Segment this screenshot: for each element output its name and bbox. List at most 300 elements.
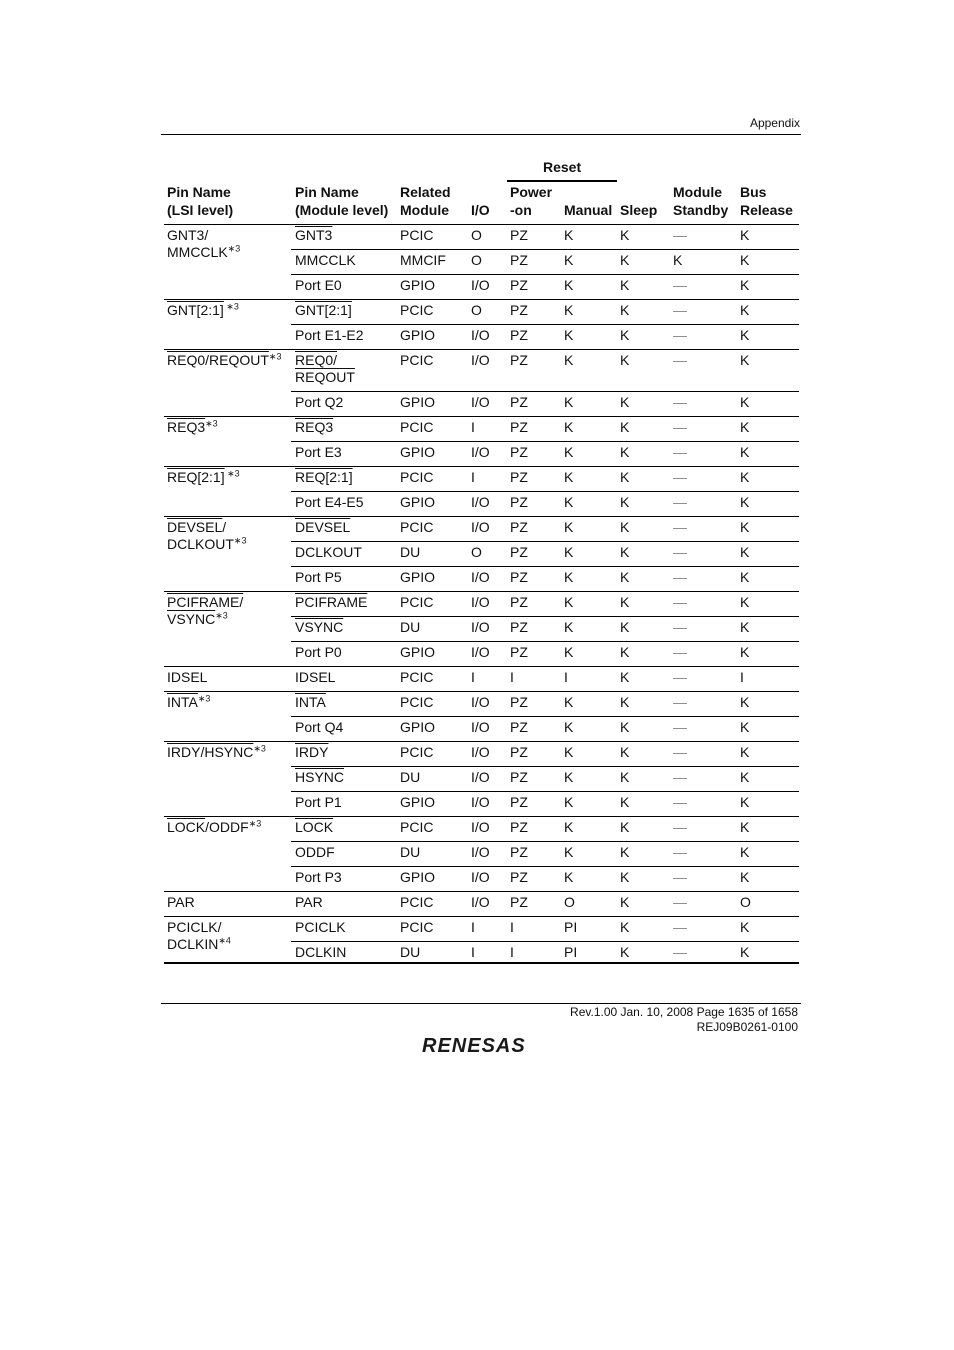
module-pin-name-line: [295, 394, 343, 411]
cell-power-on: PZ: [510, 844, 528, 860]
cell-sleep: K: [620, 819, 630, 835]
cell-io: I/O: [471, 277, 490, 293]
cell-module-standby: —: [673, 844, 687, 860]
cell-module-pin-name: [295, 694, 326, 711]
cell-related-module: DU: [400, 944, 421, 960]
cell-power-on: PZ: [510, 819, 528, 835]
cell-sleep: K: [620, 669, 630, 685]
cell-io: I/O: [471, 819, 490, 835]
cell-power-on: PZ: [510, 444, 528, 460]
cell-module-pin-name: [295, 594, 367, 611]
group-divider: [164, 299, 799, 300]
module-pin-name-line: [295, 352, 355, 369]
module-pin-name-line: [295, 519, 350, 536]
cell-related-module: PCIC: [400, 302, 434, 318]
cell-io: I/O: [471, 719, 490, 735]
cell-module-pin-name: [295, 794, 342, 811]
cell-module-standby: K: [673, 252, 683, 268]
module-pin-name-line: [295, 869, 342, 886]
cell-io: I/O: [471, 894, 490, 910]
pin-name-text: DCLKIN: [167, 936, 219, 952]
cell-module-standby: —: [673, 469, 687, 485]
cell-module-pin-name: [295, 944, 346, 961]
cell-bus-release: K: [740, 869, 750, 885]
cell-power-on: PZ: [510, 594, 528, 610]
cell-related-module: GPIO: [400, 277, 436, 293]
lsi-pin-name: [167, 894, 195, 911]
cell-bus-release: O: [740, 894, 751, 910]
module-pin-name-line: [295, 569, 342, 586]
cell-related-module: PCIC: [400, 669, 434, 685]
module-pin-name-line: [295, 469, 353, 486]
module-pin-name-line: [295, 494, 363, 511]
cell-io: I/O: [471, 394, 490, 410]
cell-module-standby: —: [673, 719, 687, 735]
lsi-pin-name-line: [167, 936, 231, 953]
cell-manual: K: [564, 327, 574, 343]
cell-module-standby: —: [673, 394, 687, 410]
cell-power-on: PZ: [510, 277, 528, 293]
cell-bus-release: K: [740, 394, 750, 410]
cell-io: I/O: [471, 844, 490, 860]
cell-module-pin-name: [295, 327, 363, 344]
cell-module-pin-name: [295, 619, 343, 636]
pin-name-text: PCICLK/: [167, 919, 222, 935]
cell-bus-release: K: [740, 494, 750, 510]
cell-module-standby: —: [673, 944, 687, 960]
cell-related-module: PCIC: [400, 519, 434, 535]
cell-manual: K: [564, 569, 574, 585]
cell-bus-release: K: [740, 944, 750, 960]
pin-name-text: MMCCLK: [167, 244, 228, 260]
cell-power-on: PZ: [510, 327, 528, 343]
lsi-pin-name-line: [167, 536, 246, 553]
cell-related-module: DU: [400, 844, 421, 860]
cell-bus-release: K: [740, 302, 750, 318]
cell-related-module: GPIO: [400, 569, 436, 585]
row-divider: [291, 766, 799, 767]
cell-io: I: [471, 919, 475, 935]
pin-name-text: Port Q2: [295, 394, 344, 410]
col-header-sleep: Sleep: [620, 202, 658, 218]
cell-io: I: [471, 669, 475, 685]
cell-power-on: I: [510, 669, 514, 685]
cell-related-module: MMCIF: [400, 252, 446, 268]
cell-module-standby: —: [673, 669, 687, 685]
footnote-reference: ∗3: [223, 301, 239, 312]
pin-name-text: PCICLK: [295, 919, 346, 935]
reset-group-rule: [507, 180, 617, 182]
group-divider: [164, 591, 799, 592]
cell-related-module: GPIO: [400, 644, 436, 660]
cell-module-pin-name: [295, 669, 335, 686]
cell-sleep: K: [620, 544, 630, 560]
module-pin-name-line: [295, 594, 367, 611]
cell-sleep: K: [620, 419, 630, 435]
cell-power-on: PZ: [510, 394, 528, 410]
cell-power-on: PZ: [510, 694, 528, 710]
pin-name-text: REQ[2:1]: [167, 469, 225, 485]
cell-manual: K: [564, 594, 574, 610]
pin-name-text: PCIFRAME/: [167, 594, 244, 610]
cell-sleep: K: [620, 469, 630, 485]
cell-bus-release: K: [740, 569, 750, 585]
module-pin-name-line: [295, 227, 332, 244]
cell-related-module: PCIC: [400, 919, 434, 935]
cell-io: I/O: [471, 444, 490, 460]
group-divider: [164, 666, 799, 667]
cell-module-standby: —: [673, 494, 687, 510]
cell-module-pin-name: [295, 444, 342, 461]
cell-bus-release: K: [740, 719, 750, 735]
cell-power-on: I: [510, 944, 514, 960]
footer-rule: [161, 1003, 801, 1004]
pin-name-text: LOCK: [295, 819, 334, 835]
footer-document-number: REJ09B0261-0100: [696, 1020, 798, 1034]
cell-power-on: I: [510, 919, 514, 935]
cell-sleep: K: [620, 894, 630, 910]
cell-module-standby: —: [673, 569, 687, 585]
cell-bus-release: K: [740, 469, 750, 485]
pin-name-text: DEVSEL: [295, 519, 351, 535]
cell-io: O: [471, 227, 482, 243]
cell-related-module: PCIC: [400, 694, 434, 710]
cell-module-pin-name: [295, 419, 333, 436]
cell-module-standby: —: [673, 227, 687, 243]
cell-bus-release: K: [740, 227, 750, 243]
col-header-power-on: [510, 183, 552, 219]
pin-name-text: ODDF: [295, 844, 335, 860]
pin-name-text: DEVSEL: [167, 519, 223, 535]
pin-name-text: Port P3: [295, 869, 342, 885]
cell-manual: K: [564, 819, 574, 835]
cell-power-on: PZ: [510, 519, 528, 535]
cell-related-module: DU: [400, 544, 421, 560]
cell-bus-release: K: [740, 252, 750, 268]
lsi-pin-name: [167, 302, 239, 319]
group-divider: [164, 741, 799, 742]
pin-name-text: Port E4-E5: [295, 494, 364, 510]
module-pin-name-line: [295, 744, 328, 761]
cell-power-on: PZ: [510, 894, 528, 910]
cell-related-module: GPIO: [400, 494, 436, 510]
cell-power-on: PZ: [510, 494, 528, 510]
cell-sleep: K: [620, 327, 630, 343]
pin-name-text: /ODDF: [205, 819, 249, 835]
cell-io: I/O: [471, 744, 490, 760]
group-divider: [164, 416, 799, 417]
col-header-manual: Manual: [564, 202, 613, 218]
cell-sleep: K: [620, 394, 630, 410]
cell-manual: K: [564, 769, 574, 785]
row-divider: [291, 541, 799, 542]
cell-module-standby: —: [673, 694, 687, 710]
col-header-related-module: [400, 183, 451, 219]
row-divider: [291, 866, 799, 867]
cell-sleep: K: [620, 844, 630, 860]
pin-name-text: DCLKOUT: [167, 536, 234, 552]
cell-sleep: K: [620, 744, 630, 760]
cell-manual: K: [564, 794, 574, 810]
cell-manual: K: [564, 419, 574, 435]
cell-bus-release: K: [740, 819, 750, 835]
cell-module-standby: —: [673, 444, 687, 460]
module-pin-name-line: [295, 944, 346, 961]
lsi-pin-name: [167, 519, 246, 553]
cell-power-on: PZ: [510, 869, 528, 885]
pin-name-text: GNT3/: [167, 227, 209, 243]
cell-io: I/O: [471, 519, 490, 535]
cell-module-standby: —: [673, 919, 687, 935]
pin-name-text: Port Q4: [295, 719, 344, 735]
module-pin-name-line: [295, 894, 323, 911]
cell-io: I: [471, 944, 475, 960]
cell-sleep: K: [620, 494, 630, 510]
col-header-power-line2: -on: [510, 202, 532, 218]
pin-name-text: Port E1-E2: [295, 327, 364, 343]
row-divider: [291, 641, 799, 642]
module-pin-name-line: [295, 919, 346, 936]
cell-io: O: [471, 302, 482, 318]
cell-manual: K: [564, 227, 574, 243]
cell-module-pin-name: [295, 352, 355, 386]
cell-manual: K: [564, 694, 574, 710]
cell-sleep: K: [620, 694, 630, 710]
footnote-reference: ∗3: [215, 610, 228, 621]
footnote-reference: ∗3: [268, 351, 282, 362]
row-divider: [291, 249, 799, 250]
cell-io: O: [471, 544, 482, 560]
module-pin-name-line: [295, 719, 343, 736]
cell-related-module: GPIO: [400, 394, 436, 410]
group-divider: [164, 916, 799, 917]
cell-related-module: PCIC: [400, 894, 434, 910]
lsi-pin-name-line: [167, 244, 240, 261]
cell-power-on: PZ: [510, 744, 528, 760]
cell-power-on: PZ: [510, 227, 528, 243]
reset-group-header: Reset: [543, 159, 582, 175]
cell-module-pin-name: [295, 769, 344, 786]
cell-power-on: PZ: [510, 352, 528, 368]
col-header-lsi-pin-name: [167, 183, 233, 219]
cell-sleep: K: [620, 302, 630, 318]
cell-power-on: PZ: [510, 469, 528, 485]
lsi-pin-name-line: [167, 894, 195, 911]
pin-name-text: LOCK: [167, 819, 206, 835]
pin-name-text: REQ3: [295, 419, 334, 435]
module-pin-name-line: [295, 327, 363, 344]
cell-sleep: K: [620, 594, 630, 610]
cell-bus-release: K: [740, 594, 750, 610]
cell-bus-release: K: [740, 444, 750, 460]
lsi-pin-name-line: [167, 919, 231, 936]
cell-power-on: PZ: [510, 644, 528, 660]
module-pin-name-line: [295, 444, 342, 461]
module-pin-name-line: [295, 844, 335, 861]
col-header-power-line1: Power: [510, 184, 553, 200]
cell-module-pin-name: [295, 919, 346, 936]
cell-manual: K: [564, 252, 574, 268]
cell-bus-release: K: [740, 644, 750, 660]
cell-module-standby: —: [673, 744, 687, 760]
pin-name-text: MMCCLK: [295, 252, 356, 268]
cell-bus-release: K: [740, 769, 750, 785]
cell-bus-release: K: [740, 694, 750, 710]
cell-module-standby: —: [673, 544, 687, 560]
cell-manual: K: [564, 444, 574, 460]
cell-related-module: PCIC: [400, 352, 434, 368]
cell-module-standby: —: [673, 869, 687, 885]
cell-module-standby: —: [673, 302, 687, 318]
group-divider: [164, 891, 799, 892]
lsi-pin-name: [167, 819, 261, 836]
cell-io: I/O: [471, 794, 490, 810]
cell-related-module: DU: [400, 769, 421, 785]
cell-bus-release: K: [740, 519, 750, 535]
cell-module-pin-name: [295, 252, 356, 269]
cell-related-module: PCIC: [400, 419, 434, 435]
cell-related-module: PCIC: [400, 744, 434, 760]
group-divider: [164, 466, 799, 467]
cell-bus-release: K: [740, 419, 750, 435]
module-pin-name-line: [295, 544, 362, 561]
col-header-related-line1: Related: [400, 184, 451, 200]
lsi-pin-name-line: [167, 419, 218, 436]
cell-sleep: K: [620, 719, 630, 735]
page-header-section: Appendix: [749, 116, 800, 130]
cell-related-module: PCIC: [400, 819, 434, 835]
lsi-pin-name: [167, 469, 240, 486]
lsi-pin-name-line: [167, 744, 266, 761]
cell-module-pin-name: [295, 819, 333, 836]
cell-io: I/O: [471, 594, 490, 610]
module-pin-name-line: [295, 252, 356, 269]
pin-name-text: REQ0/: [295, 352, 338, 368]
cell-manual: K: [564, 869, 574, 885]
pin-name-text: PAR: [295, 894, 323, 910]
col-header-module-pin-name: [295, 183, 388, 219]
cell-bus-release: K: [740, 794, 750, 810]
group-divider: [164, 691, 799, 692]
module-pin-name-line: [295, 302, 352, 319]
cell-bus-release: K: [740, 919, 750, 935]
lsi-pin-name-line: [167, 594, 243, 611]
footnote-reference: ∗3: [197, 693, 211, 704]
pin-name-text: Port P1: [295, 794, 342, 810]
module-pin-name-line: [295, 369, 355, 386]
footnote-reference: ∗3: [224, 468, 240, 479]
cell-module-standby: —: [673, 594, 687, 610]
pin-name-text: IRDY: [295, 744, 329, 760]
lsi-pin-name: [167, 669, 207, 686]
cell-bus-release: K: [740, 327, 750, 343]
cell-module-pin-name: [295, 844, 335, 861]
cell-manual: K: [564, 469, 574, 485]
cell-manual: K: [564, 394, 574, 410]
cell-io: I/O: [471, 694, 490, 710]
cell-manual: K: [564, 844, 574, 860]
cell-sleep: K: [620, 794, 630, 810]
lsi-pin-name: [167, 694, 210, 711]
module-pin-name-line: [295, 794, 342, 811]
row-divider: [291, 441, 799, 442]
col-header-module-line2: (Module level): [295, 202, 389, 218]
module-pin-name-line: [295, 419, 333, 436]
footnote-reference: ∗3: [227, 243, 241, 254]
col-header-bus-release: [740, 183, 793, 219]
pin-name-text: PAR: [167, 894, 195, 910]
cell-bus-release: K: [740, 544, 750, 560]
footnote-reference: ∗3: [205, 418, 218, 429]
cell-sleep: K: [620, 352, 630, 368]
footnote-reference: ∗3: [248, 818, 262, 829]
pin-name-text: PCIFRAME: [295, 594, 368, 610]
pin-name-text: Port P5: [295, 569, 342, 585]
cell-power-on: PZ: [510, 794, 528, 810]
cell-manual: K: [564, 494, 574, 510]
cell-power-on: PZ: [510, 569, 528, 585]
cell-module-standby: —: [673, 277, 687, 293]
col-header-standby-line2: Standby: [673, 202, 729, 218]
lsi-pin-name: [167, 744, 266, 761]
cell-sleep: K: [620, 919, 630, 935]
svg-text:RENESAS: RENESAS: [422, 1035, 526, 1056]
pin-name-text: REQ0/REQOUT: [167, 352, 269, 368]
col-header-standby-line1: Module: [673, 184, 722, 200]
cell-power-on: PZ: [510, 302, 528, 318]
module-pin-name-line: [295, 769, 344, 786]
col-header-lsi-line2: (LSI level): [167, 202, 234, 218]
row-divider: [291, 391, 799, 392]
cell-related-module: PCIC: [400, 469, 434, 485]
cell-manual: I: [564, 669, 568, 685]
lsi-pin-name-line: [167, 352, 281, 369]
cell-related-module: GPIO: [400, 719, 436, 735]
cell-bus-release: K: [740, 844, 750, 860]
cell-io: I/O: [471, 569, 490, 585]
cell-module-pin-name: [295, 569, 342, 586]
cell-module-pin-name: [295, 469, 353, 486]
cell-sleep: K: [620, 277, 630, 293]
cell-io: O: [471, 252, 482, 268]
cell-io: I/O: [471, 869, 490, 885]
footer-revision: Rev.1.00 Jan. 10, 2008 Page 1635 of 1658: [570, 1005, 798, 1019]
cell-manual: K: [564, 352, 574, 368]
cell-manual: K: [564, 744, 574, 760]
pin-name-text: IRDY/HSYNC: [167, 744, 254, 760]
cell-related-module: GPIO: [400, 794, 436, 810]
lsi-pin-name-line: [167, 519, 246, 536]
cell-io: I/O: [471, 352, 490, 368]
module-pin-name-line: [295, 619, 343, 636]
lsi-pin-name-line: [167, 669, 207, 686]
cell-module-pin-name: [295, 394, 343, 411]
lsi-pin-name-line: [167, 469, 240, 486]
cell-module-pin-name: [295, 302, 352, 319]
pin-name-text: VSYNC: [295, 619, 344, 635]
cell-sleep: K: [620, 769, 630, 785]
cell-module-standby: —: [673, 794, 687, 810]
module-pin-name-line: [295, 644, 342, 661]
cell-related-module: DU: [400, 619, 421, 635]
cell-power-on: PZ: [510, 544, 528, 560]
cell-module-standby: —: [673, 327, 687, 343]
cell-module-pin-name: [295, 719, 343, 736]
cell-bus-release: K: [740, 619, 750, 635]
lsi-pin-name: [167, 594, 243, 628]
col-header-module-standby: [673, 183, 728, 219]
cell-module-standby: —: [673, 819, 687, 835]
